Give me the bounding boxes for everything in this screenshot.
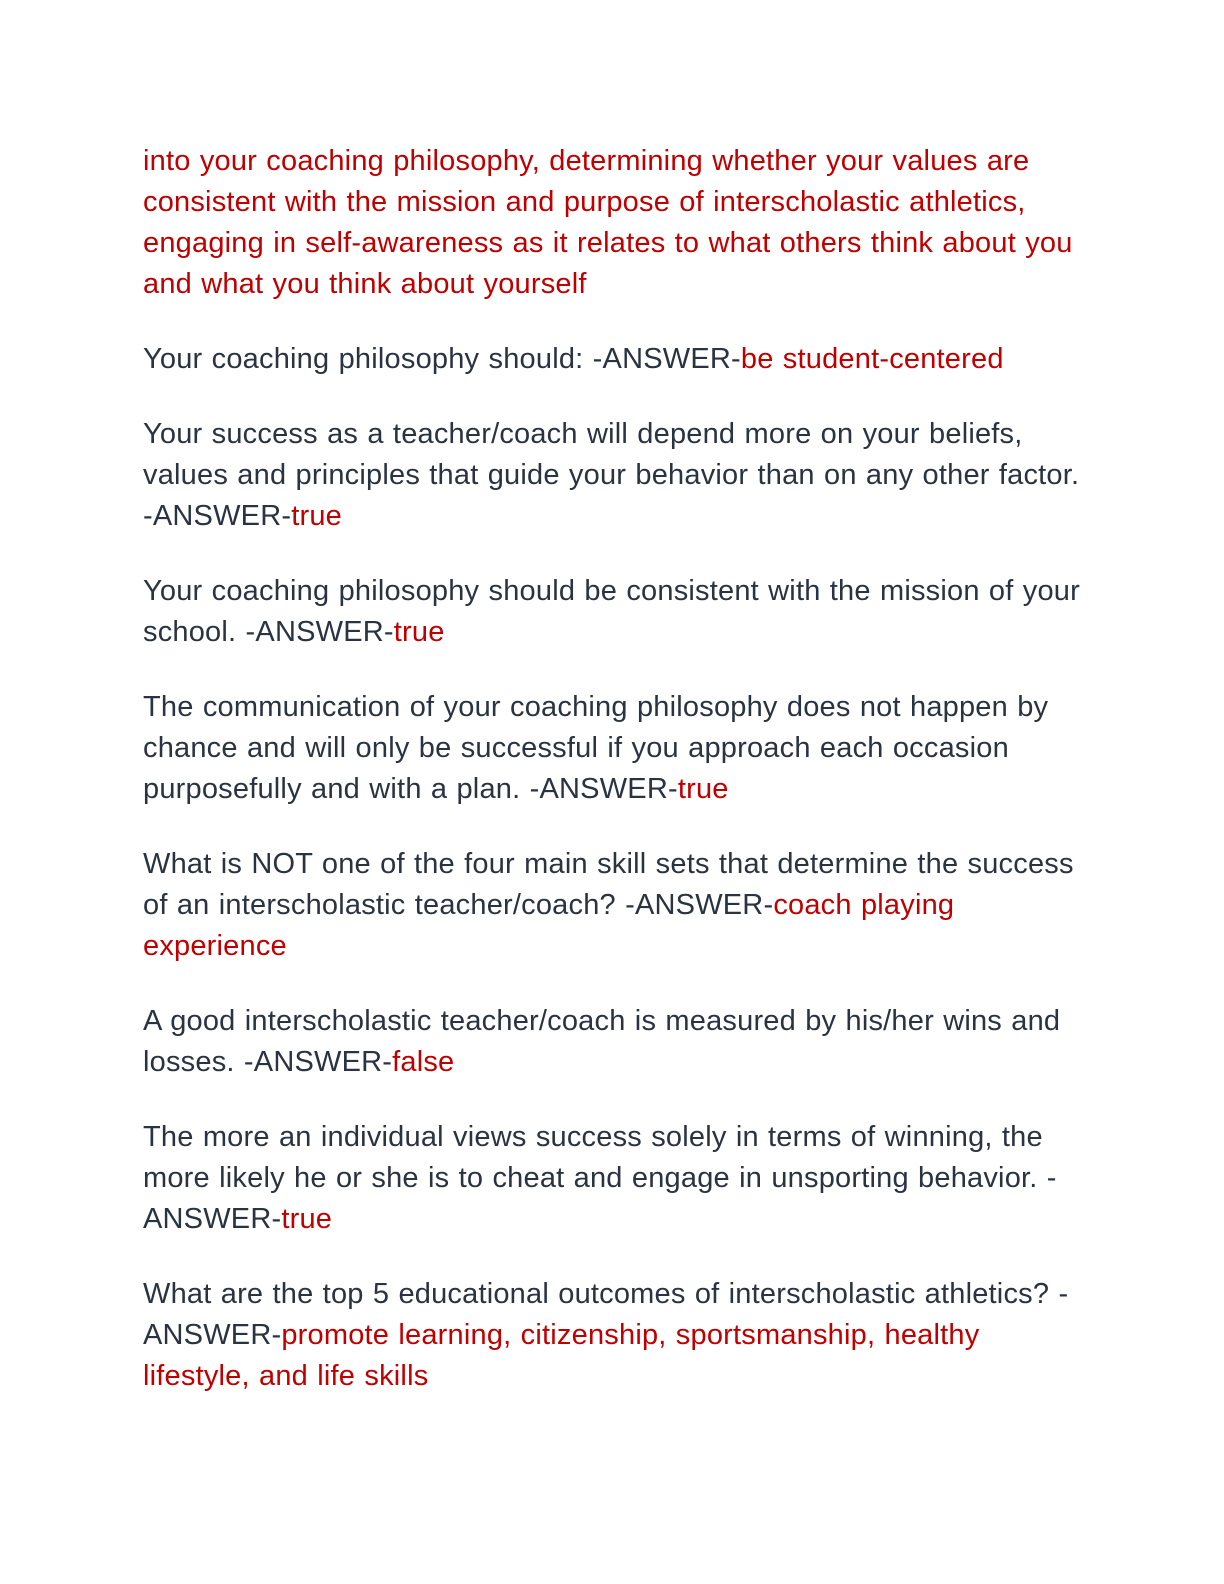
answer-text: true xyxy=(291,500,342,532)
question-text: The more an individual views success solely in terms of winning, the more likely he or she is to cheat and engage in unsporting behavior. -ANSWER- xyxy=(143,1121,1057,1235)
answer-text: true xyxy=(677,773,729,805)
question-text: A good interscholastic teacher/coach is measured by his/her wins and losses. -ANSWER- xyxy=(143,1005,1061,1078)
document-body xyxy=(143,141,1081,1431)
question-text: Your coaching philosophy should be consistent with the mission of your school. -ANSWER- xyxy=(143,575,1080,648)
answer-text: true xyxy=(393,616,445,648)
answer-text: be student-centered xyxy=(740,343,1004,375)
question-text: What is NOT one of the four main skill sets that determine the success of an interscholastic teacher/coach? -ANSWER- xyxy=(143,848,1074,921)
answer-text: false xyxy=(392,1046,455,1078)
question-text: Your coaching philosophy should: -ANSWER- xyxy=(143,343,741,375)
paragraph xyxy=(143,1274,1081,1397)
answer-text: into your coaching philosophy, determining whether your values are consistent with the mission and purpose of interscholastic athletics, engaging in self-awareness as it relates to what others think about you and what you think about yourself xyxy=(143,145,1073,300)
paragraph xyxy=(143,687,1081,810)
paragraph xyxy=(143,571,1081,653)
answer-text: promote learning, citizenship, sportsmanship, healthy lifestyle, and life skills xyxy=(143,1319,980,1392)
paragraph xyxy=(143,339,1081,380)
paragraph xyxy=(143,1001,1081,1083)
question-text: The communication of your coaching philosophy does not happen by chance and will only be successful if you approach each occasion purposefully and with a plan. -ANSWER- xyxy=(143,691,1049,805)
question-text: Your success as a teacher/coach will depend more on your beliefs, values and principles that guide your behavior than on any other factor. -ANSWER- xyxy=(143,418,1080,532)
paragraph xyxy=(143,1117,1081,1240)
question-text: What are the top 5 educational outcomes of interscholastic athletics? -ANSWER- xyxy=(143,1278,1069,1351)
paragraph xyxy=(143,141,1081,305)
paragraph xyxy=(143,844,1081,967)
answer-text: true xyxy=(281,1203,333,1235)
paragraph xyxy=(143,414,1081,537)
answer-text: coach playing experience xyxy=(143,889,955,962)
